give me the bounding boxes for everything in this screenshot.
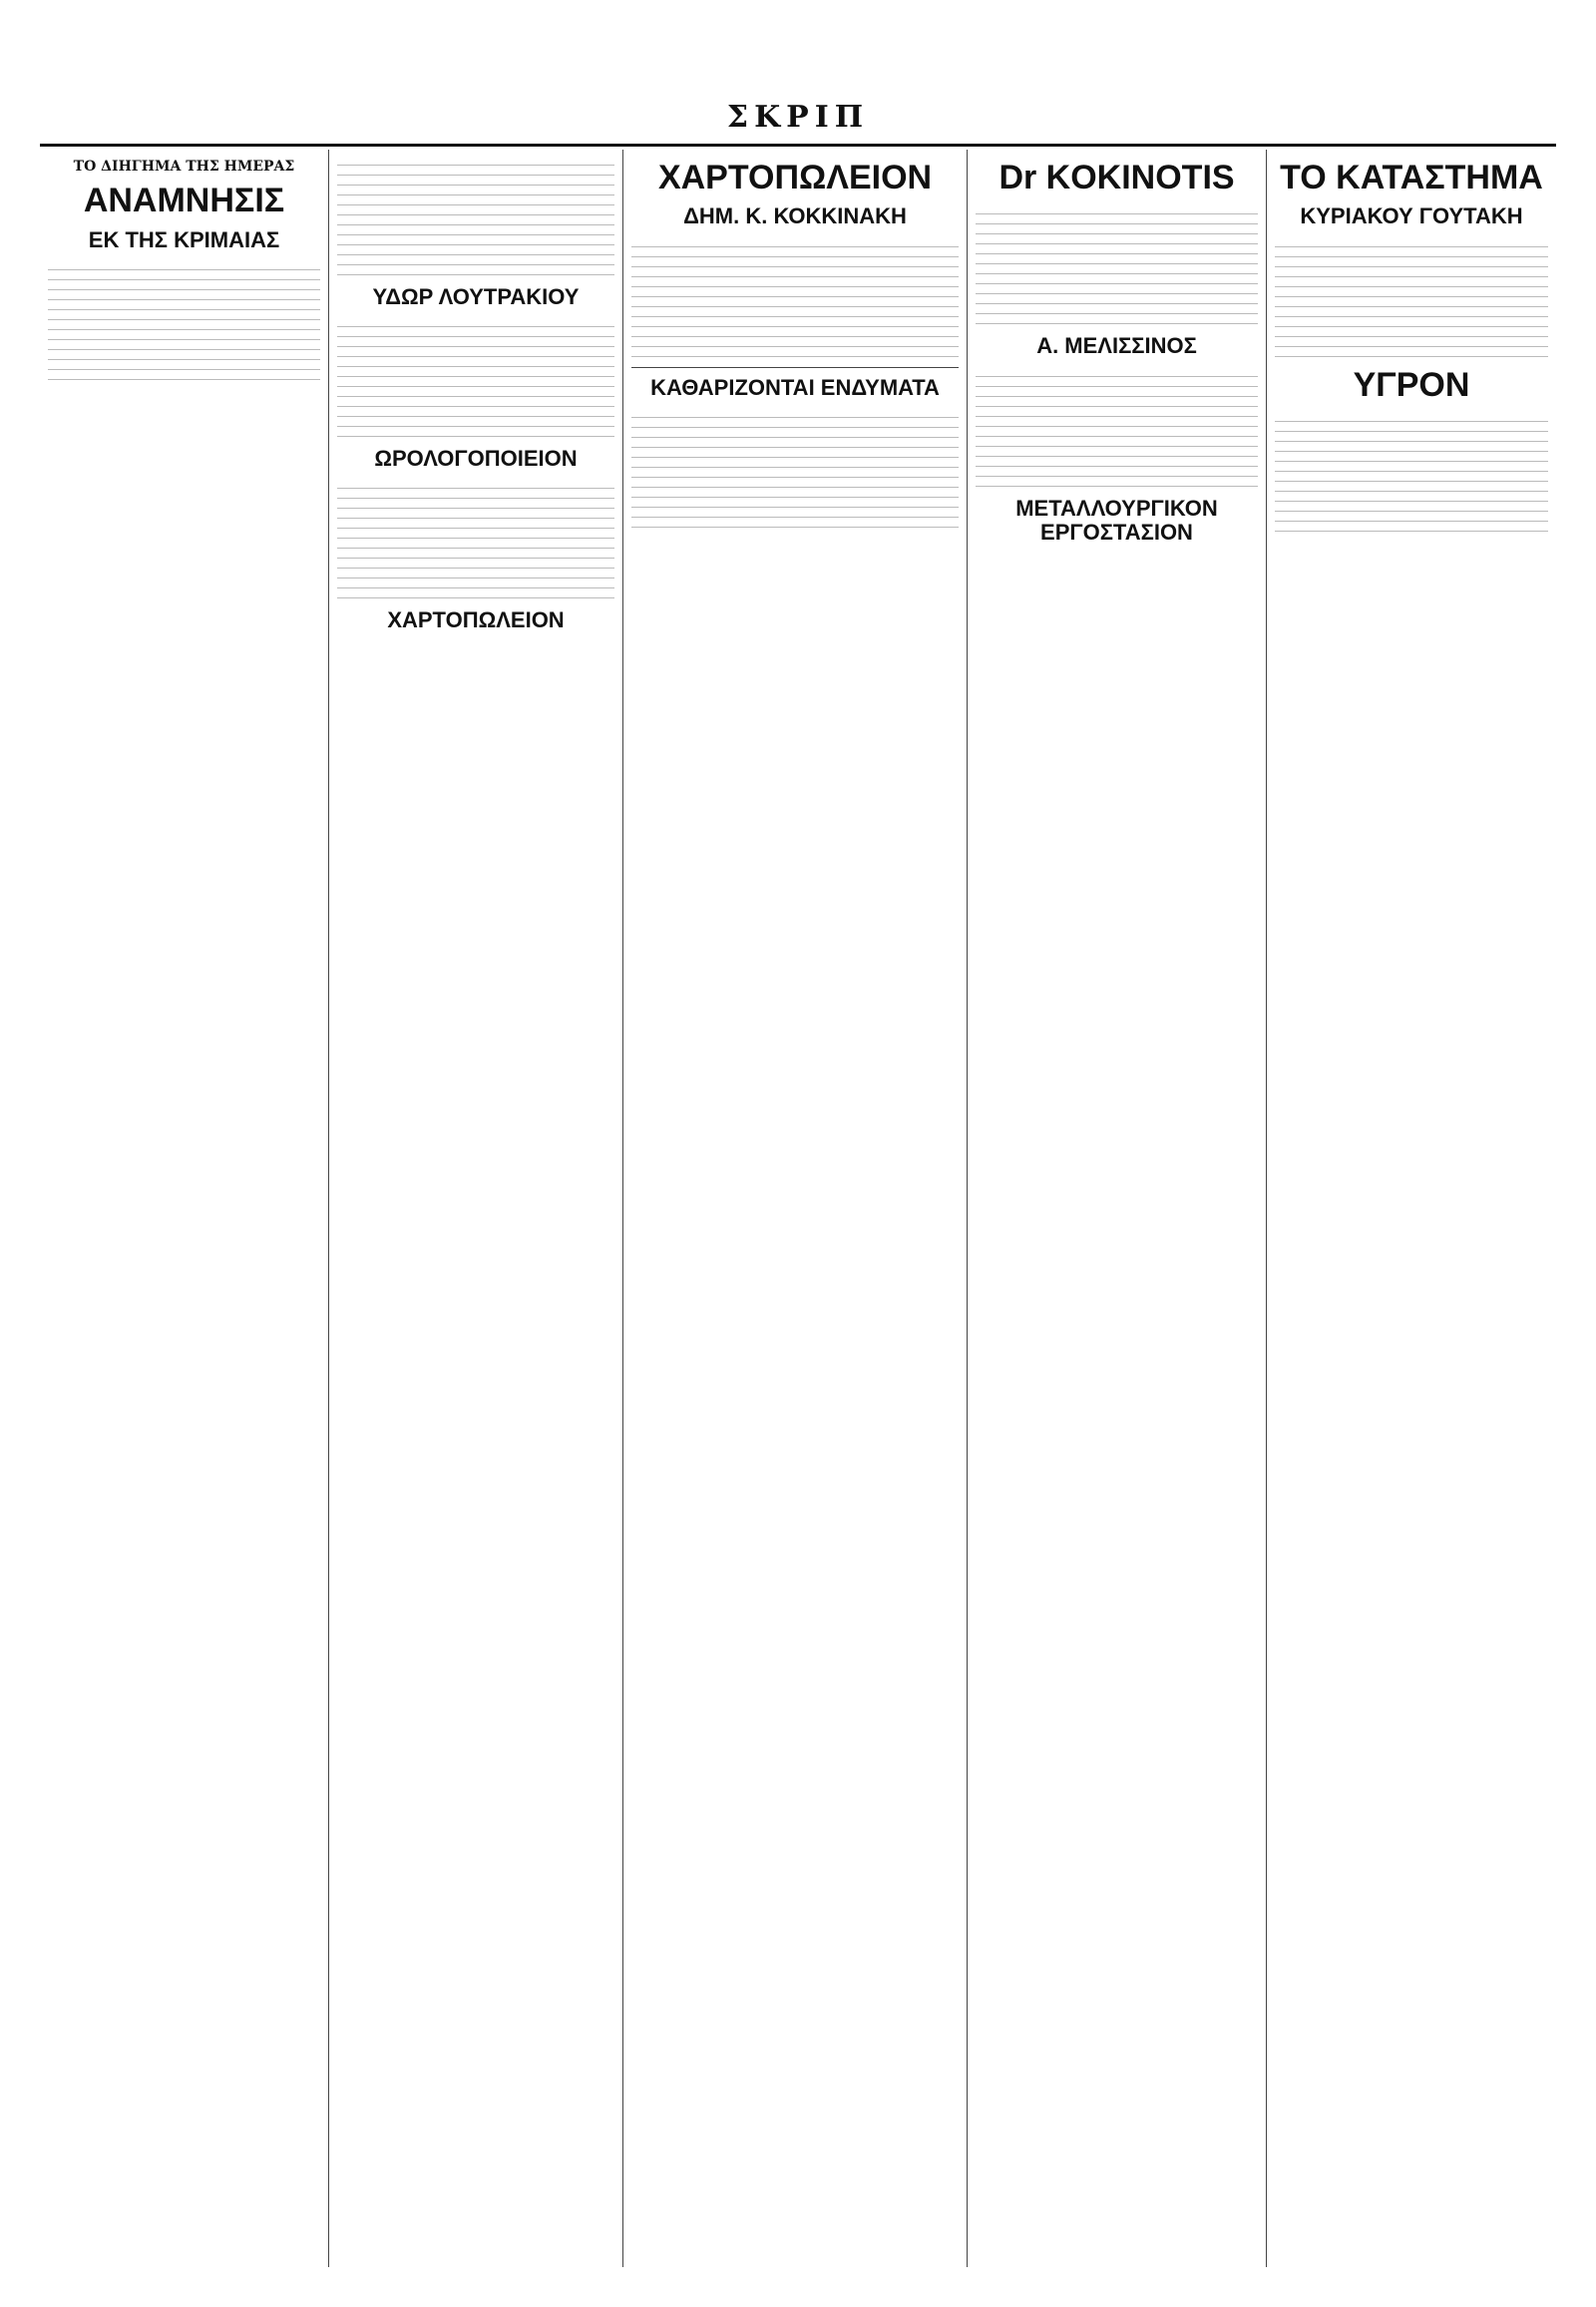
ad-heading: ΜΕΤΑΛΛΟΥΡΓΙΚΟΝ ΕΡΓΟΣΤΑΣΙΟΝ — [1015, 495, 1218, 545]
column-1 — [40, 150, 329, 2267]
ad-heading: Dr KOKINOTIS — [998, 159, 1235, 196]
ad-heading: ΩΡΟΛΟΓΟΠΟΙΕΙΟΝ — [374, 446, 578, 472]
ad-body — [1275, 412, 1548, 532]
ad-heading: ΥΓΡΟΝ — [1353, 365, 1470, 404]
ad-body — [337, 317, 614, 437]
ad-subheading: ΚΥΡΙΑΚΟΥ ΓΟΥΤΑΚΗ — [1300, 203, 1523, 229]
story-continuation — [337, 156, 614, 275]
column-5 — [1267, 150, 1556, 2267]
ad-heading: Α. ΜΕΛΙΣΣΙΝΟΣ — [1036, 333, 1197, 359]
column-4 — [968, 150, 1267, 2267]
column-3 — [623, 150, 968, 2267]
ad-body — [631, 408, 959, 528]
ad-body — [976, 367, 1258, 487]
story-kicker: ΤΟ ΔΙΗΓΗΜΑ ΤΗΣ ΗΜΕΡΑΣ — [73, 159, 295, 175]
story-body — [48, 260, 320, 380]
ad-heading: ΚΑΘΑΡΙΖΟΝΤΑΙ ΕΝΔΥΜΑΤΑ — [650, 374, 940, 400]
ad-subheading: ΔΗΜ. Κ. ΚΟΚΚΙΝΑΚΗ — [683, 203, 907, 229]
newspaper-title: ΣΚΡΙΠ — [726, 100, 870, 135]
ad-heading: ΧΑΡΤΟΠΩΛΕΙΟΝ — [387, 607, 565, 633]
ad-heading: ΥΔΩΡ ΛΟΥΤΡΑΚΙΟΥ — [372, 284, 580, 309]
ad-body — [337, 479, 614, 598]
ad-body — [631, 237, 959, 357]
ad-body — [976, 204, 1258, 324]
story-title: ΑΝΑΜΝΗΣΙΣ — [83, 182, 285, 220]
column-2 — [329, 150, 623, 2267]
ad-heading: ΤΟ ΚΑΤΑΣΤΗΜΑ — [1280, 159, 1543, 196]
ad-body — [1275, 237, 1548, 357]
masthead — [40, 100, 1556, 147]
story-subtitle: ΕΚ ΤΗΣ ΚΡΙΜΑΙΑΣ — [88, 226, 280, 252]
ad-heading: ΧΑΡΤΟΠΩΛΕΙΟΝ — [657, 159, 933, 196]
